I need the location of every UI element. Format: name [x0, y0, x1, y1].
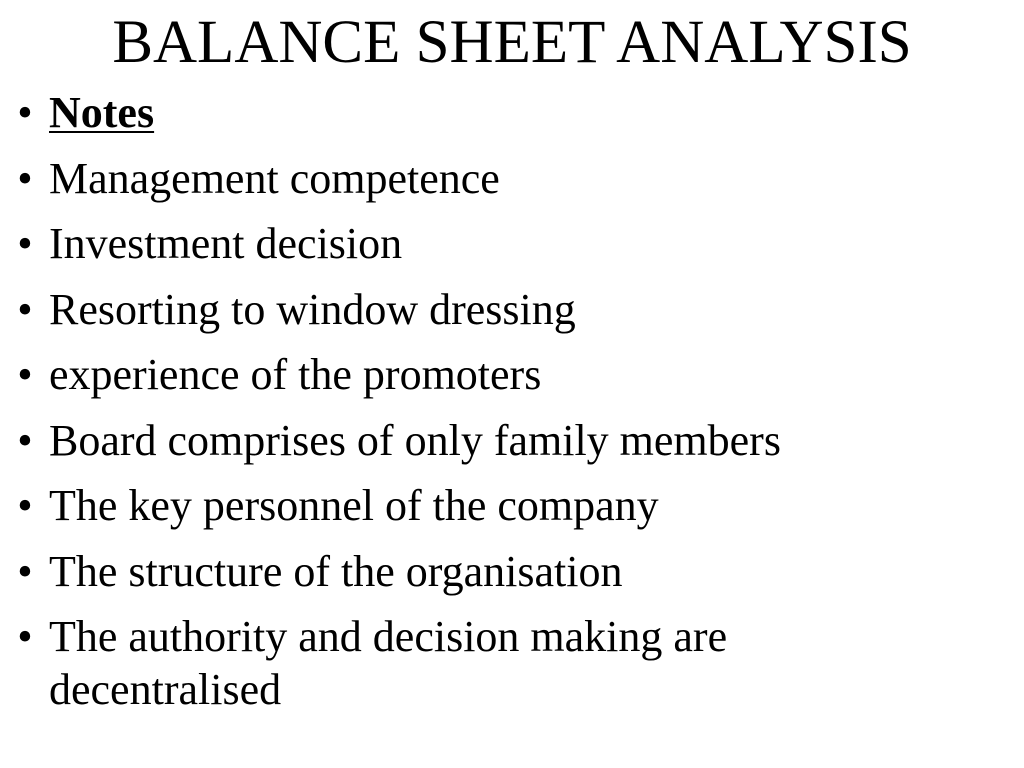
list-item-text: The key personnel of the company	[49, 481, 659, 530]
bullet-icon: •	[17, 88, 33, 137]
list-item	[0, 348, 969, 401]
list-item-text: The structure of the organisation	[49, 546, 623, 596]
bullet-icon: •	[17, 219, 33, 268]
list-item	[0, 152, 969, 205]
list-item-text: Management competence	[49, 153, 500, 203]
bullet-icon: •	[17, 284, 33, 334]
list-item-notes	[0, 86, 969, 139]
bullet-icon: •	[17, 481, 33, 530]
bullet-icon: •	[17, 546, 33, 596]
list-item-text: Board comprises of only family members	[49, 415, 781, 465]
list-item	[0, 217, 969, 270]
list-item	[0, 283, 969, 336]
bullet-list	[0, 78, 1024, 716]
bullet-icon: •	[17, 415, 33, 465]
slide-title: BALANCE SHEET ANALYSIS	[112, 9, 912, 76]
list-item	[0, 479, 969, 532]
list-item	[0, 545, 969, 598]
bullet-icon: •	[17, 153, 33, 203]
bullet-icon: •	[17, 350, 33, 399]
list-item-text: Investment decision	[49, 219, 403, 268]
list-item-text: Resorting to window dressing	[49, 284, 576, 334]
list-item	[0, 610, 969, 716]
list-item-text: experience of the promoters	[49, 350, 542, 399]
list-item	[0, 414, 969, 467]
bullet-icon: •	[17, 612, 33, 661]
list-item-text: The authority and decision making are decentralised	[49, 612, 728, 714]
notes-heading: Notes	[49, 88, 155, 137]
